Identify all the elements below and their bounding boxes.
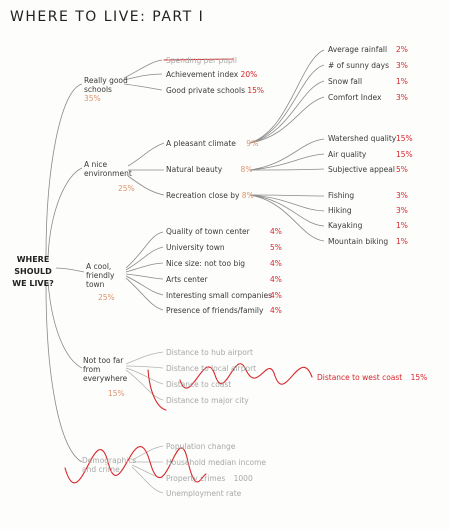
- item-air-quality: Air quality: [328, 150, 367, 159]
- item-unemployment: Unemployment rate: [166, 489, 242, 498]
- weight-badge: 4%: [270, 259, 282, 268]
- weight-badge: 4%: [270, 275, 282, 284]
- sub-beauty: Natural beauty 8%: [166, 165, 253, 174]
- item-fishing: Fishing: [328, 191, 355, 200]
- weight-badge: 3%: [396, 93, 408, 102]
- weight-badge: 1%: [396, 237, 408, 246]
- item-friends-family: Presence of friends/family: [166, 306, 264, 315]
- weight-badge: 9%: [246, 139, 259, 148]
- item-small-companies: Interesting small companies: [166, 291, 272, 300]
- item-sunny-days: # of sunny days: [328, 61, 389, 70]
- weight-badge: 8%: [241, 191, 254, 200]
- item-kayaking: Kayaking: [328, 221, 363, 230]
- item-coast: Distance to coast: [166, 380, 232, 389]
- branch-proximity: Not too far from everywhere: [83, 356, 128, 383]
- item-arts-center: Arts center: [166, 275, 208, 284]
- item-local-airport: Distance to local airport: [166, 364, 257, 373]
- weight-badge: 1%: [396, 221, 408, 230]
- item-property-crimes: Property crimes 1000: [166, 474, 253, 483]
- page-title: WHERE TO LIVE: PART I: [10, 9, 205, 25]
- branch-town: A cool, friendly town: [86, 262, 115, 289]
- item-nice-size: Nice size: not too big: [166, 259, 246, 268]
- weight-badge: 15%: [108, 389, 125, 398]
- branch-schools: Really good schools 35%: [84, 76, 128, 103]
- item-university-town: University town: [166, 243, 225, 252]
- item-hub-airport: Distance to hub airport: [166, 348, 253, 357]
- weight-badge: 15%: [396, 150, 413, 159]
- weight-badge: 5%: [396, 165, 408, 174]
- weight-badge: 15%: [247, 86, 265, 95]
- weight-badge: 25%: [98, 293, 115, 302]
- weight-badge: 15%: [410, 373, 428, 382]
- weight-badge: 2%: [396, 45, 408, 54]
- item-town-center: Quality of town center: [166, 227, 250, 236]
- weight-badge: 4%: [270, 306, 282, 315]
- weight-badge: 1%: [396, 77, 408, 86]
- sub-recreation: Recreation close by 8%: [166, 191, 254, 200]
- branch-environment: A nice environment: [84, 160, 132, 178]
- crime-value: 1000: [233, 474, 253, 483]
- weight-badge: 3%: [396, 61, 408, 70]
- weight-badge: 35%: [84, 94, 101, 103]
- weight-badge: 8%: [240, 165, 253, 174]
- item-median-income: Household median income: [166, 458, 267, 467]
- weight-badge: 3%: [396, 206, 408, 215]
- item-achievement: Achievement index 20%: [166, 70, 258, 79]
- weight-badge: 4%: [270, 227, 282, 236]
- item-mountain-biking: Mountain biking: [328, 237, 389, 246]
- item-comfort-index: Comfort Index: [328, 93, 382, 102]
- sub-climate: A pleasant climate 9%: [166, 139, 259, 148]
- item-major-city: Distance to major city: [166, 396, 249, 405]
- branch-demographics: Demographics and crime: [82, 456, 137, 474]
- item-private-schools: Good private schools 15%: [166, 86, 265, 95]
- weight-badge: 3%: [396, 191, 408, 200]
- weight-badge: 25%: [118, 184, 135, 193]
- weight-badge: 5%: [270, 243, 282, 252]
- item-population-change: Population change: [166, 442, 236, 451]
- item-rainfall: Average rainfall: [328, 45, 388, 54]
- item-hiking: Hiking: [328, 206, 352, 215]
- root-node: WHERE SHOULD WE LIVE?: [12, 255, 54, 288]
- item-subjective-appeal: Subjective appeal: [328, 165, 395, 174]
- item-west-coast: Distance to west coast 15%: [317, 373, 428, 382]
- item-spending: Spending per pupil: [166, 56, 237, 65]
- weight-badge: 20%: [240, 70, 258, 79]
- weight-badge: 15%: [396, 134, 413, 143]
- item-watershed: Watershed quality: [328, 134, 397, 143]
- weight-badge: 4%: [270, 291, 282, 300]
- item-snow-fall: Snow fall: [328, 77, 363, 86]
